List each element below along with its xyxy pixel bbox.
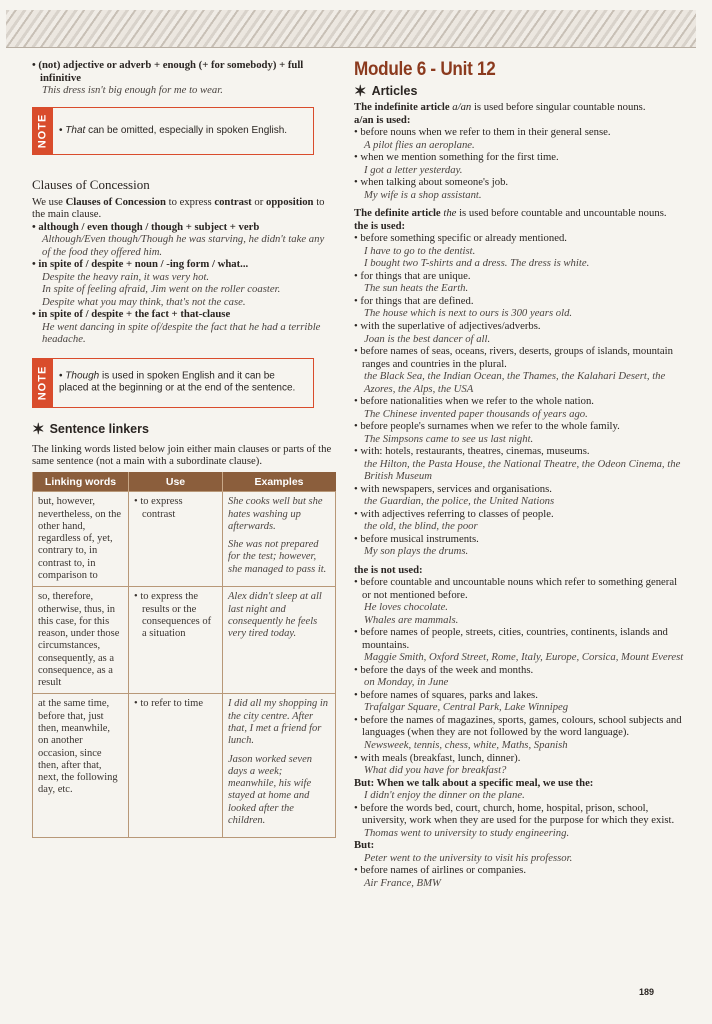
table-header: Linking words: [33, 472, 129, 491]
examples-cell: [223, 694, 336, 838]
decorative-header-banner: [6, 10, 696, 48]
usage-example: Whales are mammals.: [364, 613, 459, 626]
concession-example: He went dancing in spite of/despite the fact that he had a terrible headache.: [42, 320, 321, 346]
linking-words-cell: so, therefore, otherwise, thus, in this case, for this reason, under those circumstances, consequently, as a consequence, as a result: [33, 587, 129, 694]
usage-item: • before something specific or already mentioned.: [354, 232, 684, 245]
usage-item: • before countable and uncountable nouns which refer to something general or not mentioned before.: [354, 576, 684, 601]
usage-item: • before the words bed, court, church, home, hospital, prison, school, university, work when they are used for the purpose for which they exist.: [354, 802, 684, 827]
use-cell: [129, 492, 223, 587]
usage-example: Newsweek, tennis, chess, white, Maths, Spanish: [364, 739, 568, 751]
example-sentence: She cooks well but she hates washing up afterwards.: [228, 496, 323, 532]
usage-item: • with meals (breakfast, lunch, dinner).: [354, 752, 684, 765]
aan-used-label: a/an is used:: [354, 113, 411, 126]
star-icon: ✶: [354, 83, 367, 101]
usage-item: • before names of airlines or companies.: [354, 864, 684, 877]
enough-rule: • (not) adjective or adverb + enough (+ for somebody) + full infinitive: [32, 59, 332, 84]
concession-heading: Clauses of Concession: [32, 176, 150, 192]
usage-item: • with adjectives referring to classes of people.: [354, 508, 684, 521]
use-text: • to refer to time: [134, 698, 217, 710]
usage-example: Thomas went to university to study engineering.: [364, 826, 570, 839]
use-cell: [129, 587, 223, 694]
concession-example: Despite what you may think, that's not the case.: [42, 295, 246, 308]
articles-heading: ✶ Articles: [354, 83, 418, 101]
usage-example: A pilot flies an aeroplane.: [364, 138, 475, 151]
linking-words-cell: at the same time, before that, just then, meanwhile, on another occasion, since then, after that, next, the following day, etc.: [33, 694, 129, 838]
table-header: Use: [129, 472, 223, 491]
usage-example: Maggie Smith, Oxford Street, Rome, Italy, Europe, Corsica, Mount Everest: [364, 651, 684, 664]
usage-example: My wife is a shop assistant.: [364, 188, 482, 201]
linking-words-table: [32, 472, 336, 838]
example-sentence: She was not prepared for the test; however, she managed to pass it.: [228, 539, 327, 575]
usage-item: • when talking about someone's job.: [354, 176, 684, 189]
usage-example: Peter went to the university to visit his professor.: [364, 851, 573, 864]
usage-but: But:: [354, 839, 375, 852]
usage-item: • when we mention something for the first time.: [354, 151, 684, 164]
note-box-though: [32, 358, 314, 408]
concession-intro: We use Clauses of Concession to express contrast or opposition to the main clause.: [32, 195, 325, 221]
example-sentence: Alex didn't sleep at all last night and consequently he feels very tired today.: [228, 591, 322, 640]
note-tag: NOTE: [33, 359, 53, 407]
concession-rule: • although / even though / though + subject + verb: [32, 221, 332, 234]
the-not-used-label: the is not used:: [354, 563, 423, 576]
usage-item: • with: hotels, restaurants, theatres, cinemas, museums.: [354, 445, 684, 458]
usage-example: the Hilton, the Pasta House, the National Theatre, the Odeon Cinema, the British Museum: [364, 457, 681, 483]
usage-example: The house which is next to ours is 300 years old.: [364, 307, 573, 320]
usage-example: The Simpsons came to see us last night.: [364, 432, 534, 445]
usage-example: Air France, BMW: [364, 876, 441, 889]
page-number: 189: [638, 987, 654, 998]
usage-example: Joan is the best dancer of all.: [364, 332, 491, 345]
concession-example: In spite of feeling afraid, Jim went on the roller coaster.: [42, 283, 281, 296]
indefinite-intro: The indefinite article a/an is used before singular countable nouns.: [354, 101, 646, 114]
usage-example: My son plays the drums.: [364, 545, 469, 558]
usage-example: Trafalgar Square, Central Park, Lake Winnipeg: [364, 701, 569, 714]
usage-example: He loves chocolate.: [364, 601, 448, 614]
concession-rules: [32, 221, 332, 346]
table-row: [33, 694, 336, 838]
concession-rule: • in spite of / despite + noun / -ing form / what...: [32, 258, 332, 271]
usage-item: • before musical instruments.: [354, 533, 684, 546]
use-text: • to express the results or the consequences of a situation: [134, 591, 217, 640]
examples-cell: [223, 587, 336, 694]
usage-example: I bought two T-shirts and a dress. The dress is white.: [364, 257, 590, 270]
concession-example: Despite the heavy rain, it was very hot.: [42, 270, 210, 283]
sentence-linkers-heading: ✶ Sentence linkers: [32, 420, 149, 438]
concession-example: Although/Even though/Though he was starving, he didn't take any of the food they offered him.: [42, 233, 325, 258]
the-not-used-list: [354, 576, 684, 889]
usage-example: I didn't enjoy the dinner on the plane.: [364, 789, 525, 802]
usage-item: • before people's surnames when we refer to the whole family.: [354, 420, 684, 433]
table-row: [33, 492, 336, 587]
example-sentence: I did all my shopping in the city centre. After that, I met a friend for lunch.: [228, 698, 329, 747]
usage-item: • before nouns when we refer to them in their general sense.: [354, 126, 684, 139]
note-text: • That can be omitted, especially in spoken English.: [59, 124, 305, 137]
use-text: • to express contrast: [134, 496, 217, 521]
table-row: [33, 587, 336, 694]
aan-usage-list: [354, 126, 684, 201]
enough-example: This dress isn't big enough for me to wear.: [42, 84, 223, 97]
usage-example: on Monday, in June: [364, 676, 449, 689]
usage-item: • before the names of magazines, sports, games, colours, school subjects and languages (when they are not followed by the word language).: [354, 714, 684, 739]
usage-example: the Black Sea, the Indian Ocean, the Thames, the Kalahari Desert, the Azores, the Alps, the USA: [364, 370, 666, 395]
linking-words-cell: but, however, nevertheless, on the other hand, regardless of, yet, contrary to, in contrast to, in comparison to: [33, 492, 129, 587]
table-header: Examples: [223, 472, 336, 491]
usage-item: • before names of squares, parks and lakes.: [354, 689, 684, 702]
usage-example: I have to go to the dentist.: [364, 244, 476, 257]
concession-rule: • in spite of / despite + the fact + that-clause: [32, 308, 332, 321]
usage-example: the old, the blind, the poor: [364, 520, 478, 533]
usage-example: the Guardian, the police, the United Nations: [364, 495, 555, 508]
usage-item: • before nationalities when we refer to the whole nation.: [354, 395, 684, 408]
definite-intro: The definite article the is used before countable and uncountable nouns.: [354, 207, 667, 220]
usage-item: • for things that are defined.: [354, 295, 684, 308]
usage-but: But: When we talk about a specific meal, we use the:: [354, 776, 594, 789]
example-sentence: Jason worked seven days a week; meanwhile, his wife stayed at home and looked after the children.: [228, 753, 312, 826]
usage-item: • before the days of the week and months.: [354, 664, 684, 677]
usage-example: The sun heats the Earth.: [364, 282, 469, 295]
usage-example: The Chinese invented paper thousands of years ago.: [364, 407, 588, 420]
usage-example: I got a letter yesterday.: [364, 163, 463, 176]
right-column: [354, 59, 684, 889]
usage-item: • before names of people, streets, cities, countries, continents, islands and mountains.: [354, 626, 684, 651]
note-text: • Though is used in spoken English and it can be placed at the beginning or at the end of the sentence.: [59, 370, 305, 395]
usage-item: • before names of seas, oceans, rivers, deserts, groups of islands, mountain ranges and countries in the plural.: [354, 345, 684, 370]
use-cell: [129, 694, 223, 838]
note-box-that: [32, 107, 314, 155]
usage-item: • with newspapers, services and organisations.: [354, 483, 684, 496]
linkers-intro: The linking words listed below join either main clauses or parts of the same sentence (not a main with a subordinate clause).: [32, 442, 332, 468]
star-icon: ✶: [32, 420, 45, 438]
left-column: [32, 59, 332, 838]
unit-title: Module 6 - Unit 12: [354, 59, 496, 80]
usage-example: What did you have for breakfast?: [364, 764, 507, 777]
usage-item: • for things that are unique.: [354, 270, 684, 283]
note-tag: NOTE: [33, 108, 53, 154]
usage-item: • with the superlative of adjectives/adverbs.: [354, 320, 684, 333]
the-used-label: the is used:: [354, 219, 406, 232]
the-usage-list: [354, 232, 684, 557]
examples-cell: [223, 492, 336, 587]
